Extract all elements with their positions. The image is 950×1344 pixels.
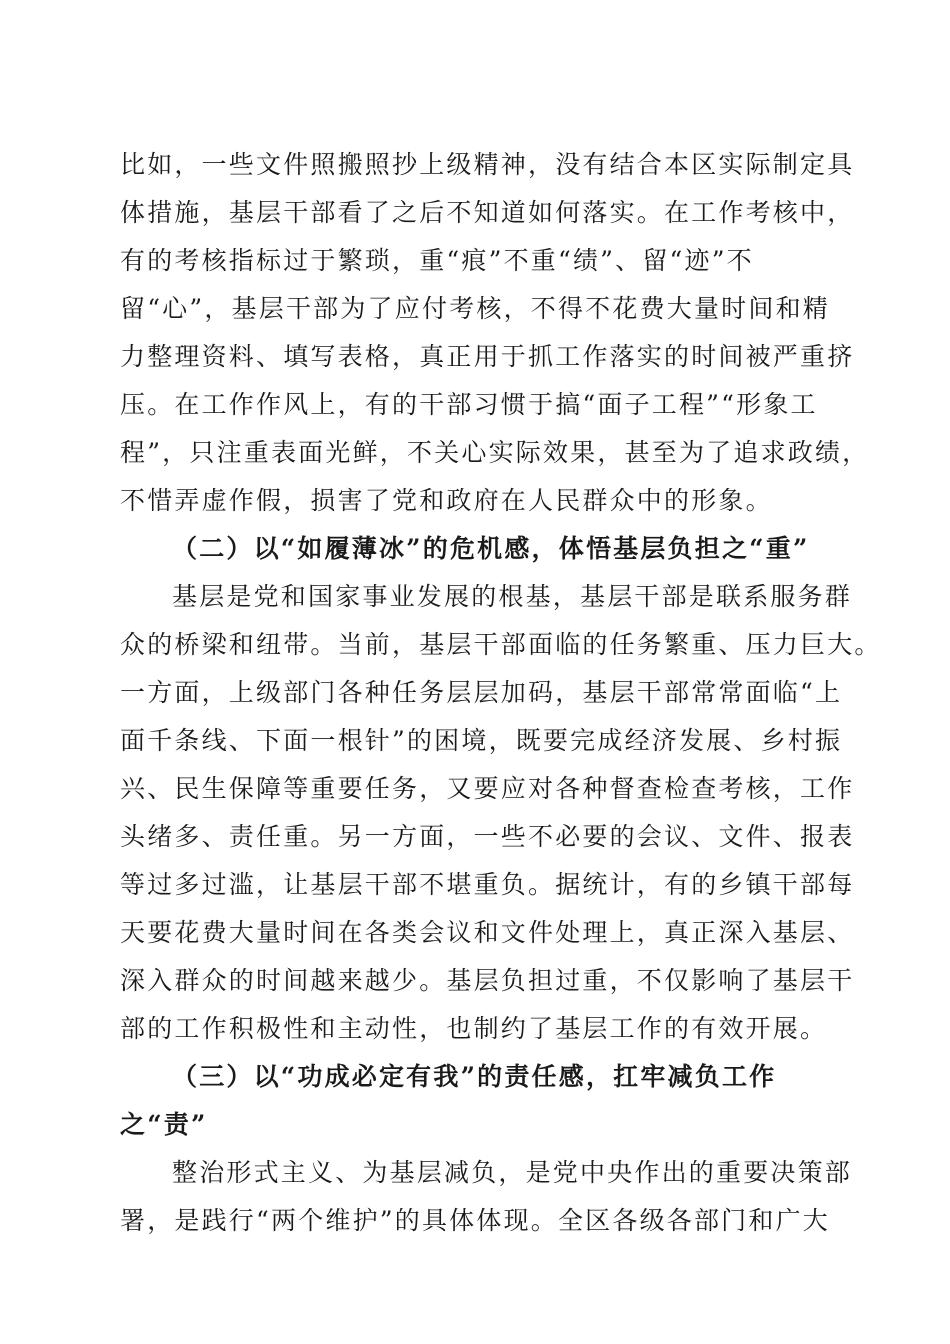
paragraph-2-line: 部的工作积极性和主动性，也制约了基层工作的有效开展。 — [120, 1014, 828, 1043]
section-heading-3: （三）以“功成必定有我”的责任感，扛牢减负工作 — [172, 1062, 777, 1091]
section-heading-2: （二）以“如履薄冰”的危机感，体悟基层负担之“重” — [172, 534, 810, 563]
paragraph-2-line: 等过多过滥，让基层干部不堪重负。据统计，有的乡镇干部每 — [120, 870, 855, 899]
paragraph-1-line: 不惜弄虚作假，损害了党和政府在人民群众中的形象。 — [120, 486, 773, 515]
paragraph-2-line: 头绪多、责任重。另一方面，一些不必要的会议、文件、报表 — [120, 822, 855, 851]
paragraph-2-line: 天要花费大量时间在各类会议和文件处理上，真正深入基层、 — [120, 918, 855, 947]
paragraph-3-line: 整治形式主义、为基层减负，是党中央作出的重要决策部 — [172, 1158, 853, 1187]
paragraph-1-line: 体措施，基层干部看了之后不知道如何落实。在工作考核中， — [120, 198, 855, 227]
paragraph-1-line: 比如，一些文件照搬照抄上级精神，没有结合本区实际制定具 — [120, 150, 855, 179]
paragraph-1-line: 程”，只注重表面光鲜，不关心实际效果，甚至为了追求政绩， — [120, 438, 870, 467]
paragraph-1-line: 有的考核指标过于繁琐，重“痕”不重“绩”、留“迹”不 — [120, 246, 754, 275]
paragraph-1-line: 力整理资料、填写表格，真正用于抓工作落实的时间被严重挤 — [120, 342, 855, 371]
paragraph-3-line: 署，是践行“两个维护”的具体体现。全区各级各部门和广大 — [120, 1206, 830, 1235]
paragraph-2-line: 兴、民生保障等重要任务，又要应对各种督查检查考核，工作 — [120, 774, 855, 803]
paragraph-1-line: 压。在工作作风上，有的干部习惯于搞“面子工程”“形象工 — [120, 390, 818, 419]
paragraph-2-line: 众的桥梁和纽带。当前，基层干部面临的任务繁重、压力巨大。 — [120, 630, 882, 659]
section-heading-3: 之“责” — [120, 1110, 208, 1139]
paragraph-1-line: 留“心”，基层干部为了应付考核，不得不花费大量时间和精 — [120, 294, 830, 323]
paragraph-2-line: 面千条线、下面一根针”的困境，既要完成经济发展、乡村振 — [120, 726, 843, 755]
paragraph-2-line: 一方面，上级部门各种任务层层加码，基层干部常常面临“上 — [120, 678, 843, 707]
paragraph-2-line: 深入群众的时间越来越少。基层负担过重，不仅影响了基层干 — [120, 966, 855, 995]
paragraph-2-line: 基层是党和国家事业发展的根基，基层干部是联系服务群 — [172, 582, 853, 611]
